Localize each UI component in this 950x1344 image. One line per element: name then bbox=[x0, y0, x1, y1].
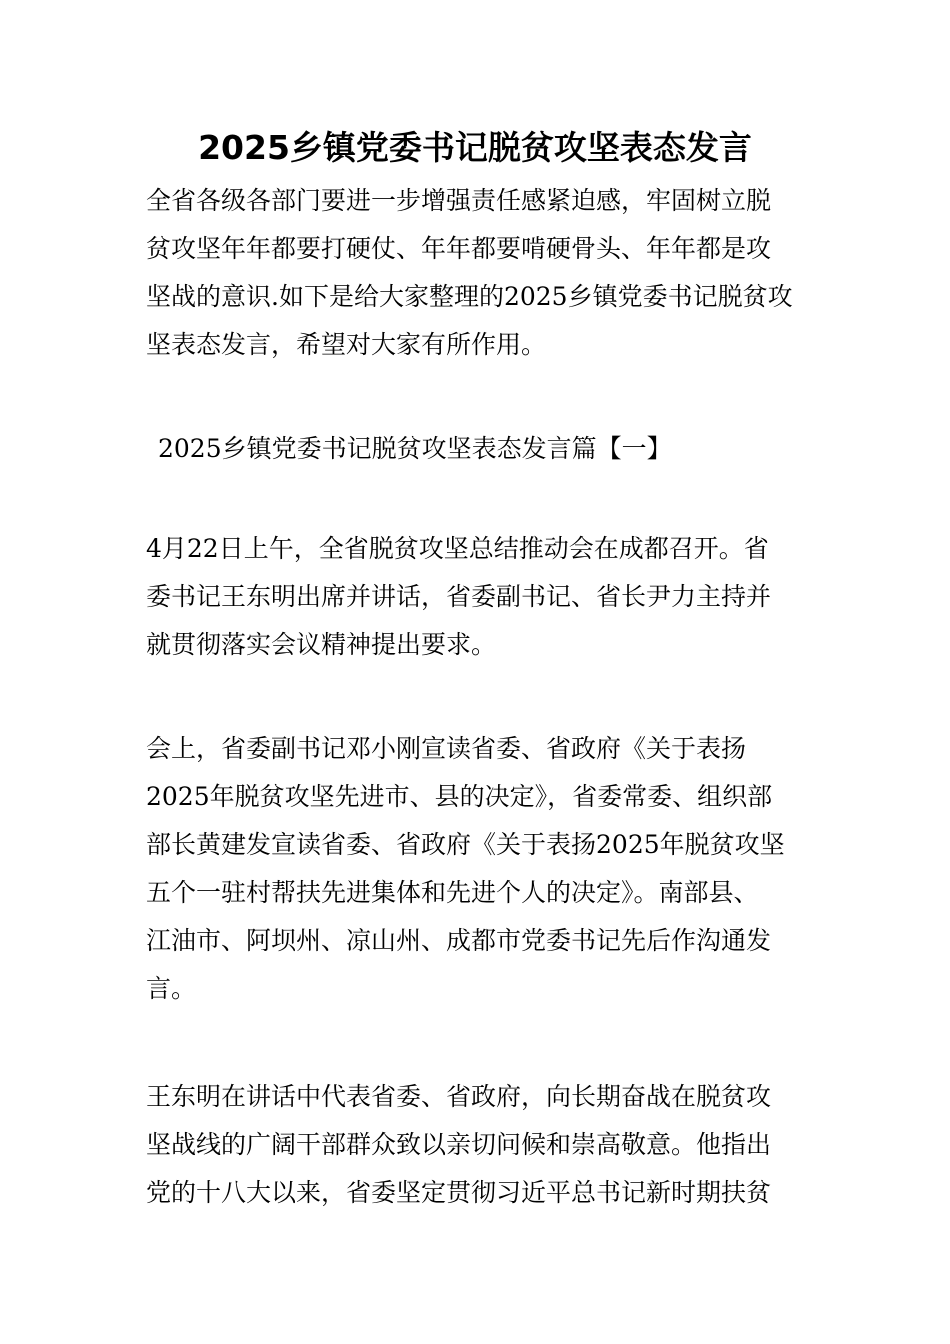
section-heading: 2025乡镇党委书记脱贫攻坚表态发言篇【一】 bbox=[158, 434, 672, 463]
intro-line-4: 坚表态发言，希望对大家有所作用。 bbox=[146, 330, 547, 359]
para1-line-2: 委书记王东明出席并讲话，省委副书记、省长尹力主持并 bbox=[146, 582, 772, 611]
para1-line-1: 4月22日上午，全省脱贫攻坚总结推动会在成都召开。省 bbox=[146, 534, 769, 563]
intro-line-3: 坚战的意识.如下是给大家整理的2025乡镇党委书记脱贫攻 bbox=[146, 282, 793, 311]
para1-line-3: 就贯彻落实会议精神提出要求。 bbox=[146, 630, 497, 659]
paragraph-3 bbox=[146, 1073, 810, 1217]
para2-line-6: 言。 bbox=[146, 974, 197, 1003]
para3-line-2: 坚战线的广阔干部群众致以亲切问候和崇高敬意。他指出 bbox=[146, 1130, 772, 1159]
para2-line-3: 部长黄建发宣读省委、省政府《关于表扬2025年脱贫攻坚 bbox=[146, 830, 785, 859]
para3-line-3: 党的十八大以来，省委坚定贯彻习近平总书记新时期扶贫 bbox=[146, 1178, 772, 1207]
para2-line-2: 2025年脱贫攻坚先进市、县的决定》，省委常委、组织部 bbox=[146, 782, 773, 811]
intro-paragraph bbox=[146, 177, 810, 369]
paragraph-1 bbox=[146, 525, 810, 669]
intro-line-1: 全省各级各部门要进一步增强责任感紧迫感，牢固树立脱 bbox=[146, 186, 772, 215]
para2-line-4: 五个一驻村帮扶先进集体和先进个人的决定》。南部县、 bbox=[146, 878, 759, 907]
para3-line-1: 王东明在讲话中代表省委、省政府，向长期奋战在脱贫攻 bbox=[146, 1082, 772, 1111]
intro-line-2: 贫攻坚年年都要打硬仗、年年都要啃硬骨头、年年都是攻 bbox=[146, 234, 772, 263]
paragraph-2 bbox=[146, 725, 810, 1013]
document-title: 2025乡镇党委书记脱贫攻坚表态发言 bbox=[198, 128, 752, 167]
para2-line-5: 江油市、阿坝州、凉山州、成都市党委书记先后作沟通发 bbox=[146, 926, 772, 955]
para2-line-1: 会上，省委副书记邓小刚宣读省委、省政府《关于表扬 bbox=[146, 734, 747, 763]
